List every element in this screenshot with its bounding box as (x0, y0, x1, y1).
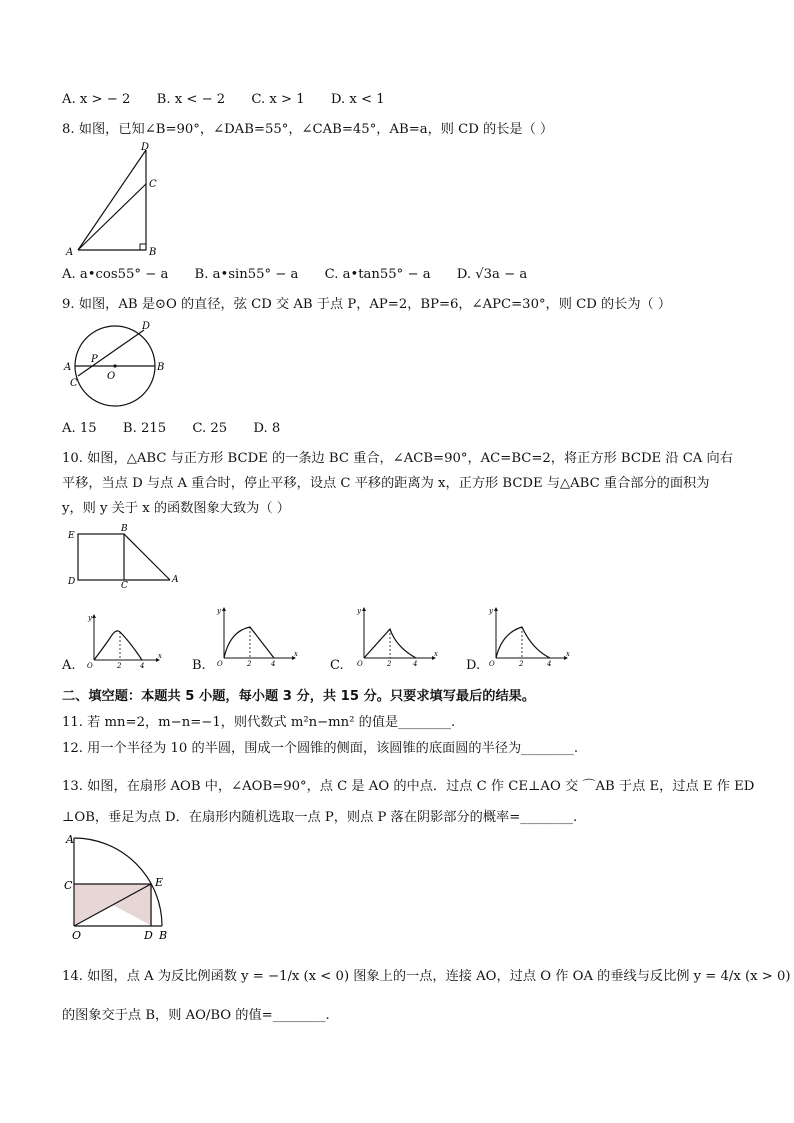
q13-line2: ⊥OB，垂足为点 D．在扇形内随机选取一点 P，则点 P 落在阴影部分的概率=________. (62, 810, 578, 825)
q10-c-o: O (357, 660, 363, 668)
q13-label-a: A (66, 833, 74, 846)
q10-label-b: B (121, 524, 128, 534)
q10-d-t2: 2 (519, 660, 524, 668)
q10-figure (66, 522, 186, 591)
q10-d-t4: 4 (547, 660, 552, 668)
q10-a-t2: 2 (117, 662, 122, 670)
q7-option-a: A. x > − 2 (62, 92, 131, 107)
q9-label-c: C (70, 378, 78, 389)
q10-a-x: x (158, 652, 162, 660)
q9-options (62, 421, 302, 436)
q10-label-d: D (68, 577, 76, 587)
q9-option-a: A. 15 (62, 421, 97, 436)
q14-line1: 14. 如图，点 A 为反比例函数 y = −1/x (x < 0) 图象上的一点，连接 AO，过点 O 作 OA 的垂线与反比例 y = 4/x (x > 0) (62, 969, 791, 984)
q10-choice-a-label: A. (62, 658, 76, 673)
q10-d-y: y (489, 607, 493, 615)
q10-choice-c-graph[interactable] (352, 605, 442, 669)
q11: 11. 若 mn=2，m−n=−1，则代数式 m²n−mn² 的值是________. (62, 715, 456, 730)
q8-stem: 8. 如图，已知∠B=90°，∠DAB=55°，∠CAB=45°，AB=a，则 CD 的长是（ ） (62, 122, 554, 137)
q12: 12. 用一个半径为 10 的半圆，围成一个圆锥的侧面，该圆锥的底面圆的半径为________. (62, 741, 579, 756)
q10-c-t4: 4 (413, 660, 418, 668)
q9-label-o: O (107, 371, 116, 382)
q13-label-e: E (155, 876, 164, 889)
q10-label-e: E (68, 531, 75, 541)
q7-option-c: C. x > 1 (251, 92, 305, 107)
q9-label-a: A (64, 362, 72, 373)
q10-choice-d-label: D. (466, 658, 481, 673)
q13-label-c: C (64, 879, 73, 892)
q10-c-x: x (434, 650, 438, 658)
q8-option-d: D. √3a − a (456, 267, 528, 282)
q10-b-o: O (217, 660, 223, 668)
q10-choice-b-label: B. (192, 658, 206, 673)
q8-label-d: D (141, 142, 150, 153)
q9-option-d: D. 8 (253, 421, 281, 436)
q10-c-t2: 2 (387, 660, 392, 668)
q13-figure (62, 830, 182, 942)
q9-option-b: B. 215 (122, 421, 167, 436)
q10-b-y: y (217, 607, 221, 615)
q7-option-d: D. x < 1 (330, 92, 385, 107)
q8-option-c: C. a•tan55° − a (324, 267, 431, 282)
q10-choice-a-graph[interactable] (84, 612, 164, 670)
q10-label-a: A (172, 575, 179, 585)
q13-label-o: O (72, 929, 82, 942)
q8-label-a: A (66, 247, 74, 258)
q10-choice-c-label: C. (330, 658, 344, 673)
q10-a-t4: 4 (140, 662, 145, 670)
q10-c-y: y (357, 607, 361, 615)
q10-stem-line1: 10. 如图，△ABC 与正方形 BCDE 的一条边 BC 重合，∠ACB=90°，AC=BC=2，将正方形 BCDE 沿 CA 向右 (62, 451, 733, 466)
q9-label-p: P (91, 354, 98, 365)
q10-d-o: O (489, 660, 495, 668)
q8-figure (60, 140, 170, 260)
q9-label-b: B (157, 362, 165, 373)
q14-line2: 的图象交于点 B，则 AO/BO 的值=________. (62, 1008, 330, 1023)
q10-a-y: y (88, 614, 92, 622)
q10-b-t4: 4 (271, 660, 276, 668)
q8-label-b: B (149, 247, 157, 258)
q13-line1: 13. 如图，在扇形 AOB 中，∠AOB=90°，点 C 是 AO 的中点．过点 C 作 CE⊥AO 交 ⌒AB 于点 E，过点 E 作 ED (62, 779, 755, 794)
q9-stem: 9. 如图，AB 是⊙O 的直径，弦 CD 交 AB 于点 P，AP=2，BP=6，∠APC=30°，则 CD 的长为（ ） (62, 297, 672, 312)
section-2-heading: 二、填空题：本题共 5 小题，每小题 3 分，共 15 分。只要求填写最后的结果。 (62, 689, 536, 704)
q7-options (62, 92, 407, 107)
q10-choice-d-graph[interactable] (484, 605, 574, 669)
q10-stem-line2: 平移，当点 D 与点 A 重合时，停止平移，设点 C 平移的距离为 x，正方形 BCDE 与△ABC 重合部分的面积为 (62, 476, 710, 491)
q13-label-b: B (159, 929, 168, 942)
q9-label-d: D (142, 321, 151, 332)
q10-stem-line3: y，则 y 关于 x 的函数图象大致为（ ） (62, 501, 290, 516)
q10-b-x: x (294, 650, 298, 658)
q10-choice-b-graph[interactable] (212, 605, 302, 669)
q10-label-c: C (121, 581, 128, 591)
q9-figure (60, 316, 170, 416)
q7-option-b: B. x < − 2 (156, 92, 226, 107)
q13-label-d: D (144, 929, 153, 942)
q8-option-a: A. a•cos55° − a (62, 267, 169, 282)
q8-options (62, 267, 549, 282)
q10-b-t2: 2 (247, 660, 252, 668)
q10-a-o: O (87, 662, 93, 670)
q9-option-c: C. 25 (192, 421, 228, 436)
q10-d-x: x (566, 650, 570, 658)
q8-option-b: B. a•sin55° − a (194, 267, 299, 282)
q8-label-c: C (149, 179, 157, 190)
